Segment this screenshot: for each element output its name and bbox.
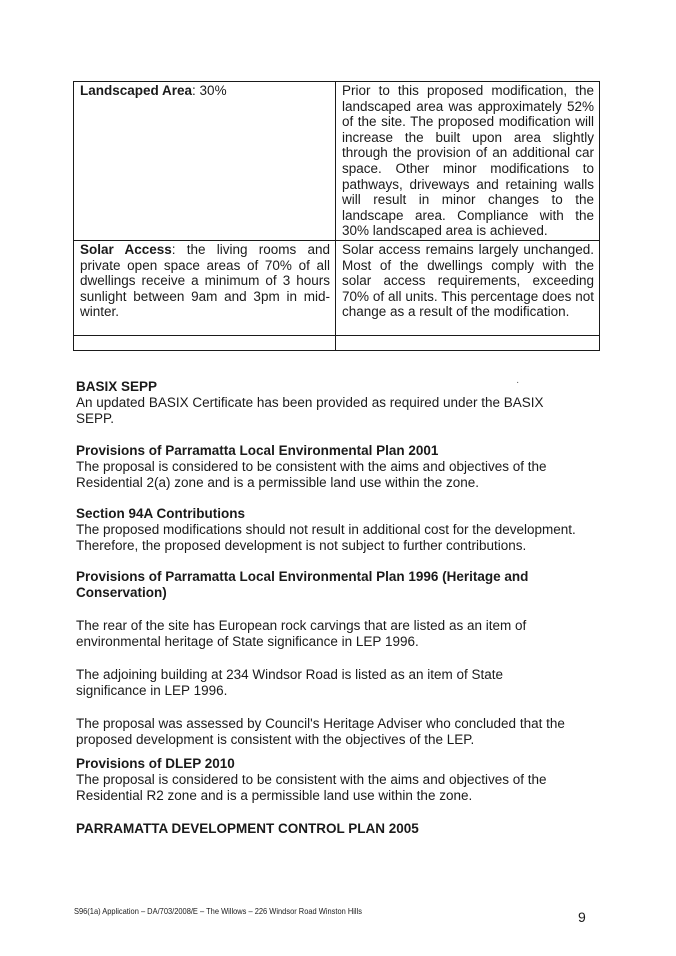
- section-heading: PARRAMATTA DEVELOPMENT CONTROL PLAN 2005: [76, 821, 419, 836]
- table-row-empty: [74, 335, 600, 350]
- empty-cell: [74, 335, 336, 350]
- control-label: Landscaped Area: [80, 83, 193, 98]
- dlep2010-section: [76, 756, 576, 804]
- control-cell: [74, 240, 336, 335]
- page-number: 9: [578, 909, 586, 925]
- lep2001-section: [76, 443, 576, 491]
- assessment-table: [73, 81, 600, 351]
- section94a-section: [76, 506, 596, 554]
- section-paragraph: The adjoining building at 234 Windsor Road is listed as an item of State significance in LEP 1996.: [76, 667, 503, 698]
- dcp2005-section: [76, 821, 596, 837]
- lep1996-section: [76, 569, 576, 748]
- control-cell: [74, 82, 336, 241]
- section-body: The proposal is considered to be consistent with the aims and objectives of the Residential 2(a) zone and is a permissible land use within the zone.: [76, 459, 547, 490]
- section-heading: Provisions of DLEP 2010: [76, 756, 235, 771]
- table-row: [74, 82, 600, 241]
- section-body: The proposal is considered to be consistent with the aims and objectives of the Residential R2 zone and is a permissible land use within the zone.: [76, 772, 547, 803]
- basix-section: [76, 379, 576, 427]
- section-paragraph: The proposal was assessed by Council's Heritage Adviser who concluded that the proposed development is consistent with the objectives of the LEP.: [76, 716, 565, 747]
- control-label: Solar Access: [80, 241, 172, 257]
- speck-mark: ·: [516, 377, 520, 388]
- section-heading: Provisions of Parramatta Local Environmental Plan 2001: [76, 443, 439, 458]
- section-body: An updated BASIX Certificate has been provided as required under the BASIX SEPP.: [76, 395, 544, 426]
- empty-cell: [336, 335, 600, 350]
- section-heading: BASIX SEPP: [76, 379, 158, 394]
- assessment-cell: Solar access remains largely unchanged. Most of the dwellings comply with the solar access requirements, exceeding 70% of all units. This percentage does not change as a result of the modification.: [336, 240, 600, 335]
- page-footer: S96(1a) Application – DA/703/2008/E – The Willows – 226 Windsor Road Winston Hills: [74, 906, 362, 916]
- section-paragraph: The rear of the site has European rock carvings that are listed as an item of environmental heritage of State significance in LEP 1996.: [76, 618, 527, 649]
- assessment-cell: Prior to this proposed modification, the landscaped area was approximately 52% of the site. The proposed modification will increase the built upon area slightly through the provision of an additional car space. Other minor modifications to pathways, driveways and retaining walls will result in minor changes to the landscape area. Compliance with the 30% landscaped area is achieved.: [336, 82, 600, 241]
- section-body: The proposed modifications should not result in additional cost for the development. Therefore, the proposed development is not subject to further contributions.: [76, 522, 576, 553]
- control-text: : the living rooms and private open space areas of 70% of all dwellings receive a minimum of 3 hours sunlight between 9am and 3pm in mid-winter.: [80, 241, 330, 320]
- section-heading: Section 94A Contributions: [76, 506, 246, 521]
- table-row: [74, 240, 600, 335]
- section-heading: Provisions of Parramatta Local Environmental Plan 1996 (Heritage and Conservation): [76, 569, 529, 600]
- control-text: : 30%: [192, 83, 227, 98]
